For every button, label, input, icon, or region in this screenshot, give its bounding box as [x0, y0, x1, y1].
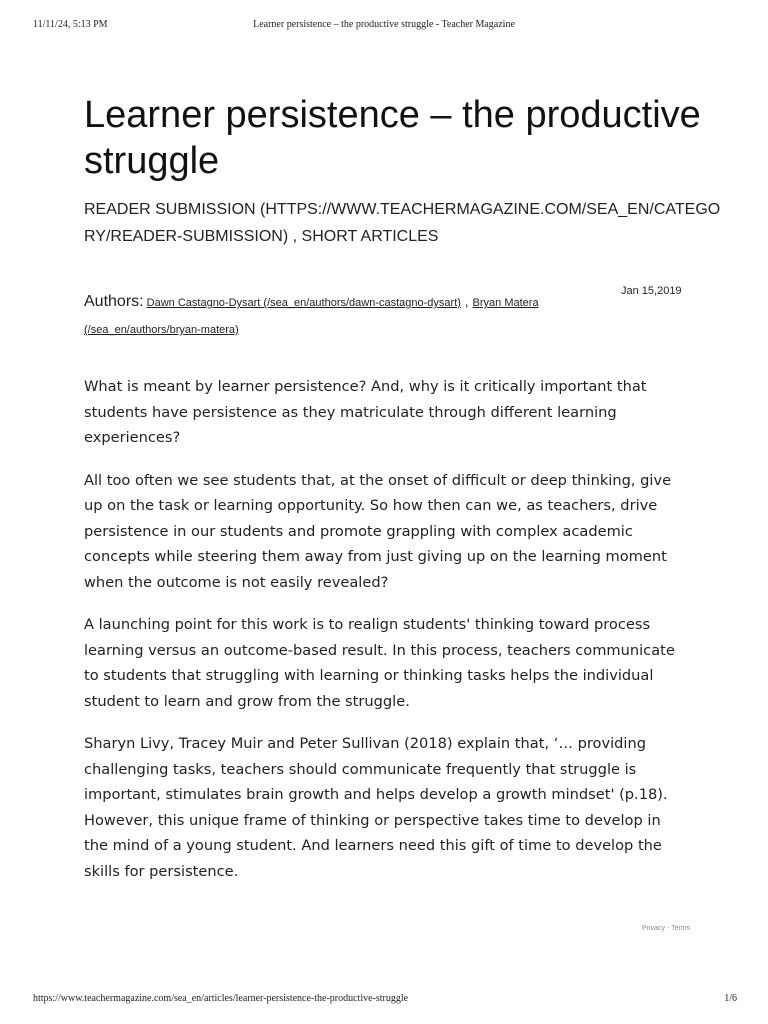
privacy-link[interactable]: Privacy [642, 925, 665, 932]
author-link-dawn-castagno-dysart[interactable]: Dawn Castagno-Dysart (/sea_en/authors/dawn-castagno-dysart) [146, 297, 461, 309]
body-paragraph: What is meant by learner persistence? And, why is it critically important that students have persistence as they matriculate through different learning experiences? [84, 378, 647, 446]
author-link-bryan-matera[interactable]: Bryan Matera (/sea_en/authors/bryan-matera) [84, 297, 539, 336]
category-link-reader-submission[interactable]: READER SUBMISSION (HTTPS://WWW.TEACHERMAGAZINE.COM/SEA_EN/CATEGORY/READER-SUBMISSION) [84, 201, 721, 245]
category-separator: , [288, 227, 302, 245]
print-datetime: 11/11/24, 5:13 PM [33, 19, 108, 30]
privacy-terms-separator: - [664, 925, 672, 932]
recaptcha-privacy-terms [642, 925, 690, 932]
article-body [84, 374, 684, 901]
article-authors [84, 288, 604, 344]
publish-date: Jan 15,2019 [621, 285, 682, 297]
print-header [0, 19, 768, 33]
article-title: Learner persistence – the productive struggle [84, 94, 701, 182]
article-categories [84, 197, 724, 250]
print-url: https://www.teachermagazine.com/sea_en/articles/learner-persistence-the-productive-struggle [33, 993, 409, 1004]
page-number: 1/6 [724, 993, 737, 1004]
print-document-title: Learner persistence – the productive struggle - Teacher Magazine [253, 19, 515, 30]
body-paragraph: A launching point for this work is to realign students' thinking toward process learning versus an outcome-based result. In this process, teachers communicate to students that struggling with learning or thinking tasks helps the individual student to learn and grow from the struggle. [84, 616, 675, 710]
category-link-short-articles[interactable]: SHORT ARTICLES [301, 227, 439, 245]
terms-link[interactable]: Terms [671, 925, 691, 932]
authors-label: Authors: [84, 293, 144, 310]
body-paragraph: All too often we see students that, at the onset of difficult or deep thinking, give up on the task or learning opportunity. So how then can we, as teachers, drive persistence in our students and promote grappling with complex academic concepts while steering them away from just giving up on the learning moment when the outcome is not easily revealed? [84, 471, 672, 591]
body-paragraph: Sharyn Livy, Tracey Muir and Peter Sullivan (2018) explain that, ‘… providing challenging tasks, teachers should communicate frequently that struggle is important, stimulates brain growth and helps develop a growth mindset' (p.18). However, this unique frame of thinking or perspective takes time to develop in the mind of a young student. And learners need this gift of time to develop the skills for persistence. [84, 735, 668, 880]
author-separator: , [464, 294, 469, 309]
